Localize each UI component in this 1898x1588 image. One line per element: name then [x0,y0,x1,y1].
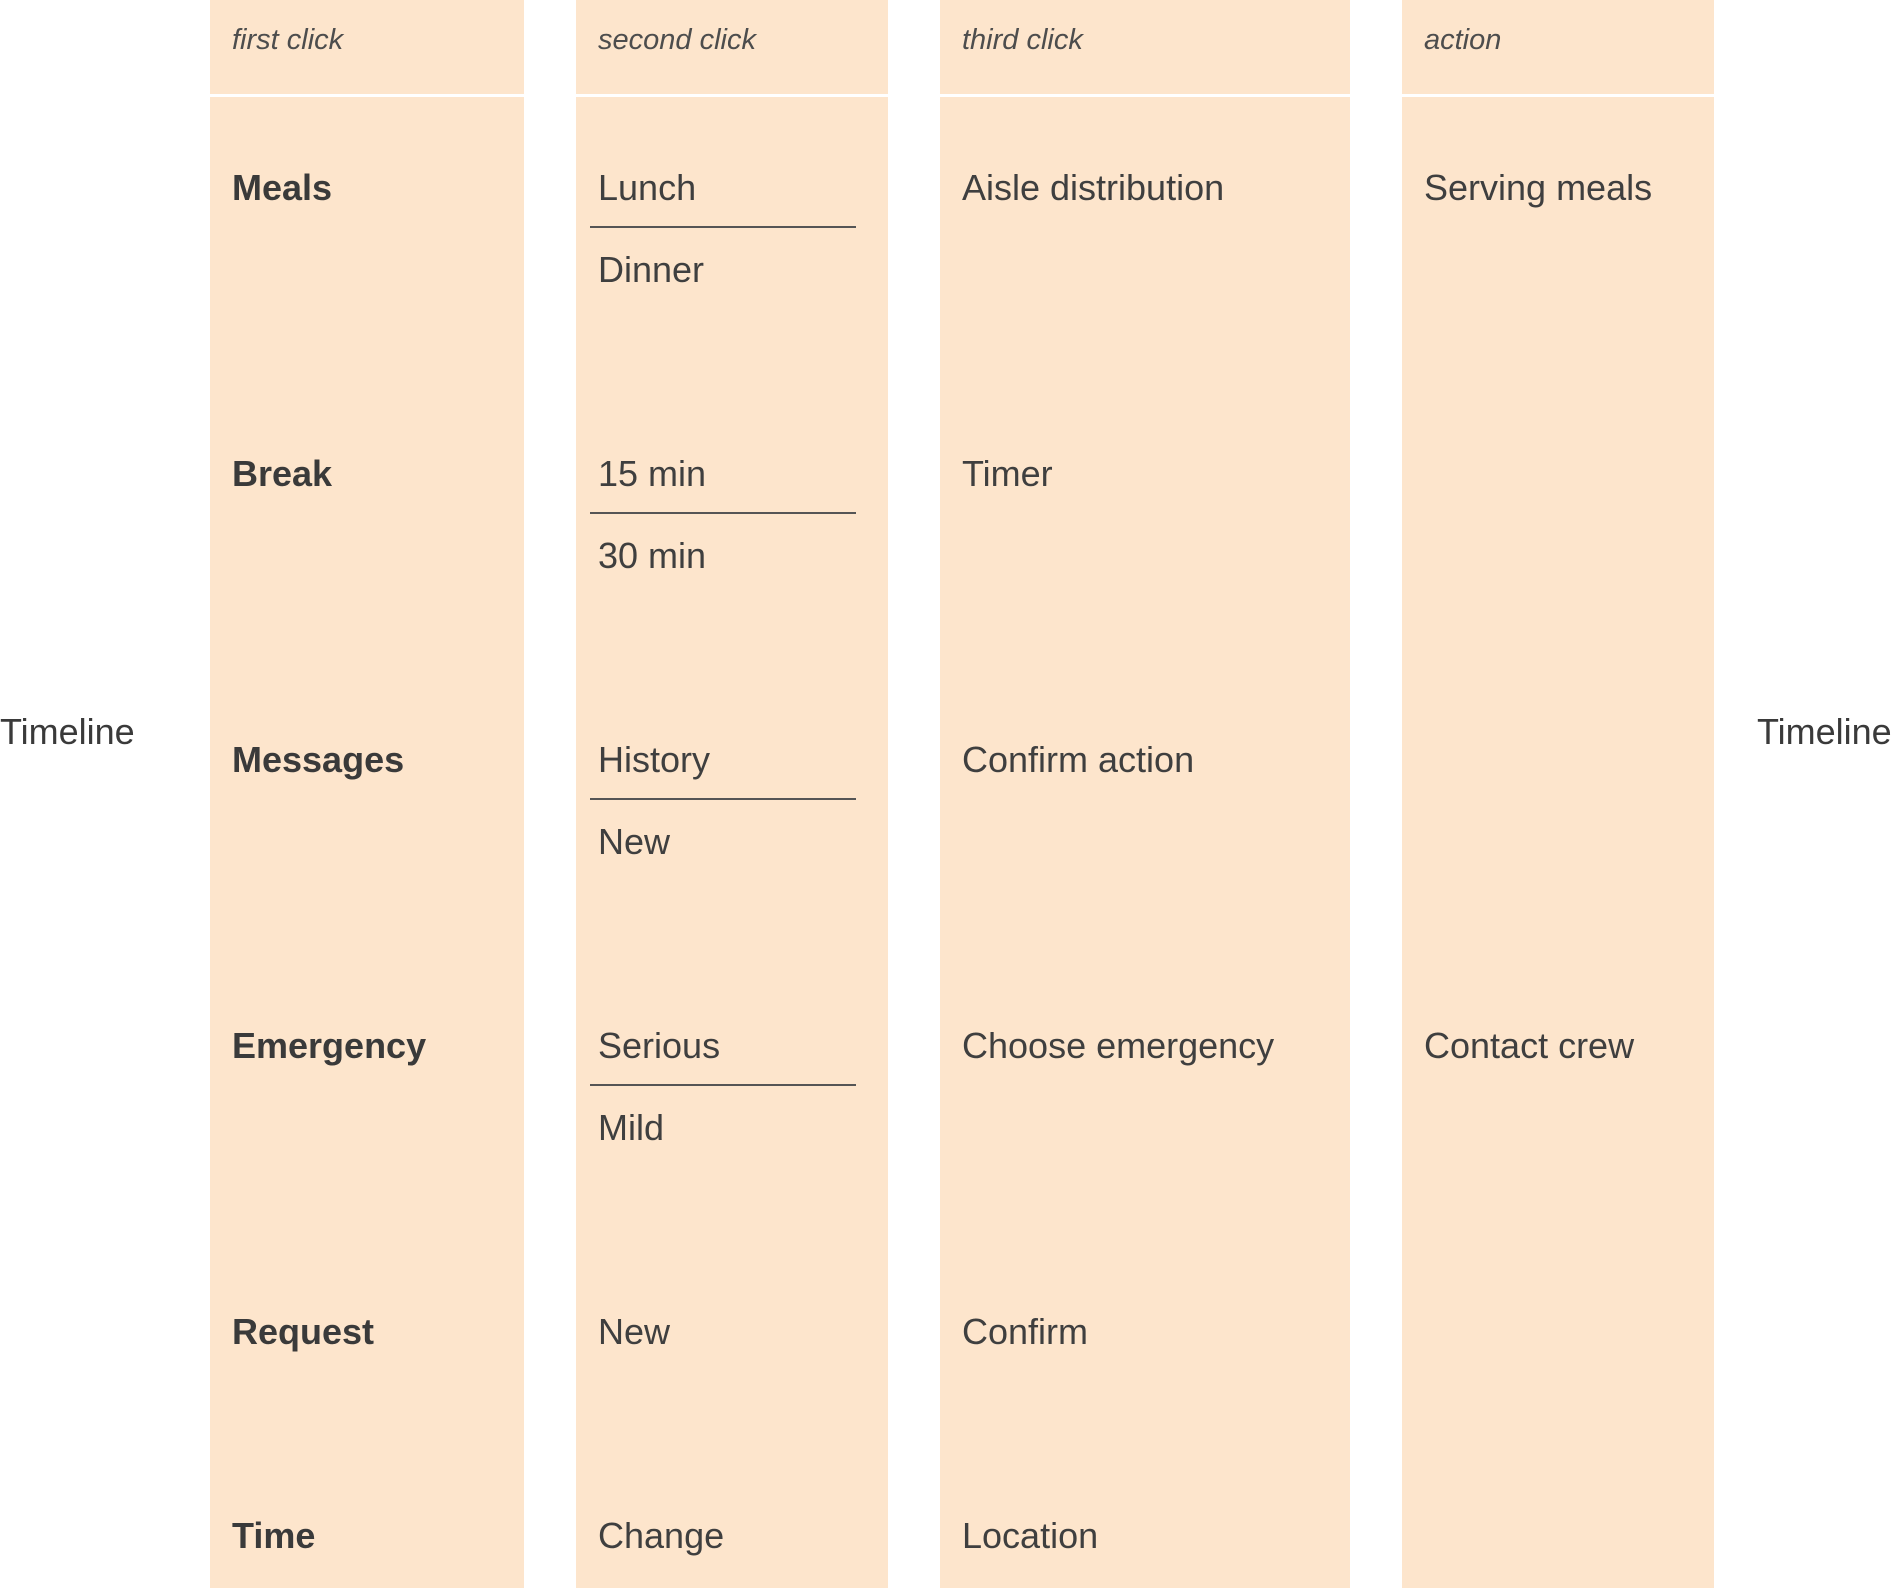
third-click-location[interactable]: Location [962,1515,1099,1556]
column-header-second-click: second click [576,0,888,97]
first-click-item-emergency[interactable]: Emergency [232,1025,427,1066]
column-third-click [940,0,1350,1588]
second-click-option-lunch[interactable]: Lunch [598,167,697,208]
second-click-option-30-min[interactable]: 30 min [598,535,707,576]
column-header-third-click: third click [940,0,1350,97]
third-click-aisle-distribution[interactable]: Aisle distribution [962,167,1225,208]
option-divider [590,798,856,800]
second-click-option-change[interactable]: Change [598,1515,725,1556]
third-click-timer[interactable]: Timer [962,453,1053,494]
column-header-first-click: first click [210,0,524,97]
first-click-item-break[interactable]: Break [232,453,333,494]
option-divider [590,512,856,514]
third-click-confirm-action[interactable]: Confirm action [962,739,1195,780]
column-second-click [576,0,888,1588]
first-click-item-meals[interactable]: Meals [232,167,333,208]
second-click-option-15-min[interactable]: 15 min [598,453,707,494]
second-click-option-serious[interactable]: Serious [598,1025,721,1066]
action-serving-meals[interactable]: Serving meals [1424,167,1653,208]
second-click-option-mild[interactable]: Mild [598,1107,665,1148]
first-click-item-time[interactable]: Time [232,1515,316,1556]
timeline-label-left: Timeline [0,711,135,752]
second-click-option-new-request[interactable]: New [598,1311,671,1352]
third-click-choose-emergency[interactable]: Choose emergency [962,1025,1275,1066]
second-click-option-history[interactable]: History [598,739,711,780]
third-click-confirm[interactable]: Confirm [962,1311,1089,1352]
second-click-option-dinner[interactable]: Dinner [598,249,705,290]
option-divider [590,1084,856,1086]
first-click-item-messages[interactable]: Messages [232,739,405,780]
timeline-label-right: Timeline [1757,711,1892,752]
second-click-option-new-message[interactable]: New [598,821,671,862]
column-header-action: action [1402,0,1714,97]
action-contact-crew[interactable]: Contact crew [1424,1025,1635,1066]
first-click-item-request[interactable]: Request [232,1311,375,1352]
column-action [1402,0,1714,1588]
option-divider [590,226,856,228]
column-first-click [210,0,524,1588]
